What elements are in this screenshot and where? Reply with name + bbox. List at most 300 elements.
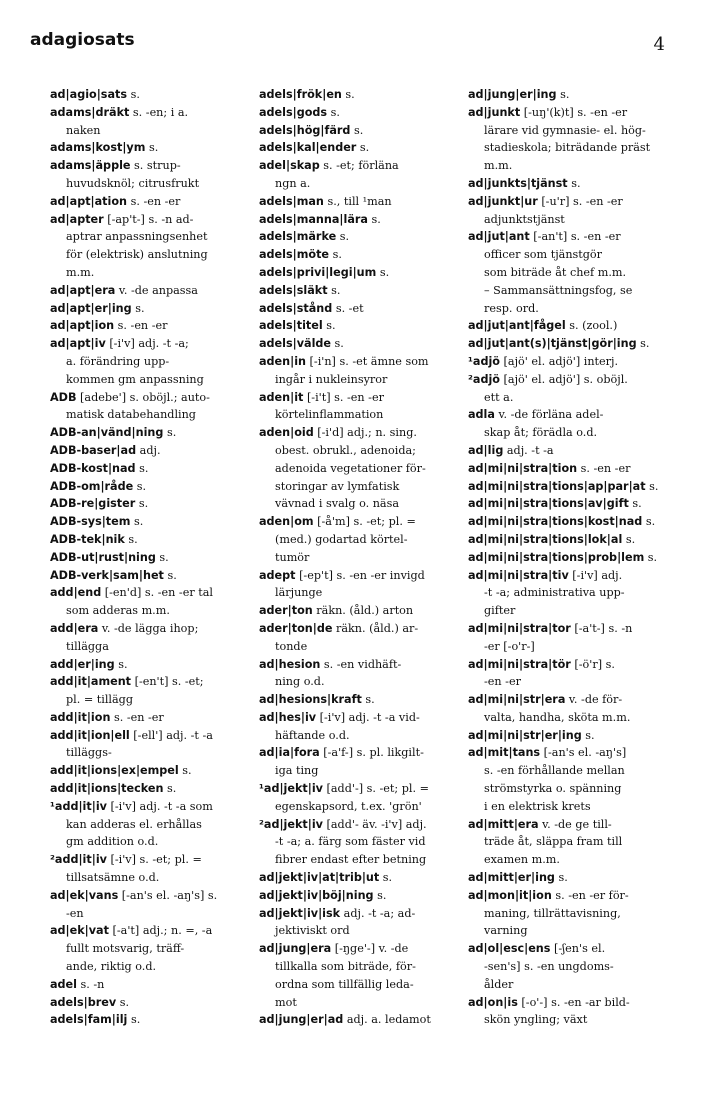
headword: ADB-sys|tem — [50, 515, 131, 529]
headword: ADB-tek|nik — [50, 532, 125, 546]
dictionary-entry — [468, 478, 671, 496]
dictionary-entry — [259, 905, 462, 941]
headword: ADB-om|råde — [50, 479, 134, 493]
entry-continuation: obest. obrukl., adenoida; — [275, 443, 416, 457]
entry-continuation: aptrar anpassningsenhet — [66, 230, 208, 244]
headword: adams|kost|ym — [50, 141, 146, 155]
entry-definition: s. — [127, 1013, 141, 1027]
entry-definition: [-ep't] s. -en -er invigd — [295, 568, 425, 582]
headword: ad|hesion — [259, 657, 321, 671]
entry-definition: s. — [361, 693, 375, 707]
dictionary-entry — [468, 460, 671, 478]
headword: ad|apt|iv — [50, 337, 106, 351]
entry-continuation: ålder — [484, 977, 514, 991]
dictionary-entry — [50, 709, 253, 727]
entry-definition: s. — [356, 141, 370, 155]
entry-continuation: kan adderas el. erhållas — [66, 817, 202, 831]
headword: ad|jekt|iv|böj|ning — [259, 888, 374, 902]
column-1 — [50, 86, 253, 1029]
entry-continuation: strömstyrka o. spänning — [484, 782, 622, 796]
headword: aden|oid — [259, 426, 314, 440]
entry-continuation: m.m. — [484, 159, 513, 173]
headword: adel — [50, 977, 77, 991]
dictionary-entry — [50, 976, 253, 994]
entry-continuation: häftande o.d. — [275, 728, 350, 742]
dictionary-entry — [468, 228, 671, 317]
headword: add|er|ing — [50, 657, 115, 671]
entry-definition: [-ell'] adj. -t -a — [129, 728, 213, 742]
entry-continuation: adenoida vegetationer för- — [275, 461, 426, 475]
headword: ad|junkts|tjänst — [468, 176, 568, 190]
dictionary-entry — [468, 442, 671, 460]
dictionary-entry — [50, 300, 253, 318]
entry-continuation: -t -a; a. färg som fäster vid — [275, 835, 426, 849]
headword: ad|apt|ion — [50, 319, 115, 333]
dictionary-entry — [50, 887, 253, 923]
entry-definition: s. -en -er — [114, 319, 168, 333]
entry-definition: [-i'v] adj. -t -a; — [105, 337, 189, 351]
entry-definition: [-o'-] s. -en -ar bild- — [517, 995, 630, 1009]
dictionary-entry — [50, 335, 253, 388]
entry-definition: s. — [329, 248, 342, 262]
dictionary-entry — [50, 442, 253, 460]
dictionary-entry — [259, 744, 462, 780]
entry-definition: v. -de ge till- — [538, 817, 612, 831]
entry-definition: s. — [135, 497, 149, 511]
headword: adels|frök|en — [259, 88, 342, 101]
entry-continuation: huvudsknöl; citrusfrukt — [66, 176, 200, 190]
entry-definition: s. — [133, 479, 147, 493]
headword: ad|junkt — [468, 105, 521, 119]
headword: adels|släkt — [259, 283, 328, 297]
headword: ad|mi|ni|stra|tions|ap|par|at — [468, 479, 646, 493]
entry-definition: [-i'v] s. -et; pl. = — [106, 853, 202, 867]
entry-definition: s. strup- — [130, 159, 181, 173]
headword: ADB — [50, 390, 77, 404]
entry-continuation: fibrer endast efter betning — [275, 853, 427, 867]
dictionary-entry — [259, 317, 462, 335]
headword: adla — [468, 408, 495, 422]
headword: ADB-ut|rust|ning — [50, 550, 156, 564]
entry-continuation: -er [-o'r-] — [484, 639, 535, 653]
dictionary-entry — [259, 780, 462, 816]
dictionary-entry — [50, 798, 253, 851]
entry-continuation: officer som tjänstgör — [484, 248, 603, 262]
entry-definition: s. — [622, 532, 636, 546]
headword: adels|välde — [259, 337, 331, 351]
headword: aden|in — [259, 354, 306, 368]
dictionary-entry — [50, 86, 253, 104]
headword: ADB-baser|ad — [50, 443, 137, 457]
dictionary-entry — [468, 353, 671, 371]
headword: adels|fam|ilj — [50, 1013, 128, 1027]
dictionary-entry — [468, 727, 671, 745]
headword: adels|brev — [50, 995, 117, 1009]
entry-continuation: stadieskola; biträdande präst — [484, 141, 651, 155]
dictionary-entry — [259, 691, 462, 709]
dictionary-entry — [468, 567, 671, 620]
dictionary-entry — [259, 104, 462, 122]
dictionary-entry — [259, 513, 462, 566]
headword: adels|privi|legi|um — [259, 265, 377, 279]
headword: adams|äpple — [50, 159, 131, 173]
entry-definition: s. — [644, 550, 658, 564]
entry-definition: s. — [628, 497, 642, 511]
entry-definition: s. -et; förläna — [319, 159, 399, 173]
headword: ²ad|jekt|iv — [259, 817, 323, 831]
dictionary-entry — [259, 353, 462, 389]
entry-definition: s. — [178, 764, 192, 778]
dictionary-entry — [50, 282, 253, 300]
dictionary-columns — [50, 86, 671, 1029]
dictionary-entry — [50, 211, 253, 282]
headword: ad|hes|iv — [259, 710, 317, 724]
dictionary-entry — [259, 1011, 462, 1029]
headword: ADB-an|vänd|ning — [50, 426, 164, 440]
entry-definition: s. -en -er — [110, 710, 164, 724]
entry-definition: s. — [163, 568, 177, 582]
entry-definition: s. — [645, 479, 659, 493]
entry-definition: s. -en; i a. — [129, 105, 189, 119]
entry-definition: adj. -t -a — [503, 443, 554, 457]
dictionary-entry — [259, 139, 462, 157]
dictionary-entry — [259, 709, 462, 745]
entry-continuation: gm addition o.d. — [66, 835, 159, 849]
dictionary-entry — [259, 656, 462, 692]
headword: ader|ton|de — [259, 621, 333, 635]
dictionary-entry — [259, 602, 462, 620]
entry-definition: s. — [379, 871, 393, 885]
entry-definition: [-u'r] s. -en -er — [537, 194, 623, 208]
entry-definition: s. -en -er för- — [551, 888, 629, 902]
headword: ad|mi|ni|stra|tions|kost|nad — [468, 515, 643, 529]
entry-continuation: storingar av lymfatisk — [275, 479, 400, 493]
headword: ad|apt|er|ing — [50, 301, 132, 315]
entry-definition: [-i'v] adj. — [568, 568, 623, 582]
dictionary-entry — [259, 86, 462, 104]
entry-definition: s. — [567, 176, 581, 190]
dictionary-entry — [50, 673, 253, 709]
headword: ad|jut|ant(s)|tjänst|gör|ing — [468, 337, 637, 351]
dictionary-entry — [50, 567, 253, 585]
headword: ad|mi|ni|stra|tör — [468, 657, 571, 671]
entry-continuation: lärjunge — [275, 586, 323, 600]
headword: ad|junkt|ur — [468, 194, 538, 208]
entry-definition: s. — [155, 550, 169, 564]
entry-continuation: tilläggs- — [66, 746, 112, 760]
entry-continuation: ingår i nukleinsyror — [275, 372, 388, 386]
headword: ad|mi|ni|stra|tions|av|gift — [468, 497, 629, 511]
dictionary-entry — [50, 317, 253, 335]
entry-definition: [-an's el. -aŋ's] — [540, 746, 627, 760]
entry-definition: s. — [322, 319, 336, 333]
headword: adels|titel — [259, 319, 323, 333]
entry-continuation: a. förändring upp- — [66, 354, 170, 368]
entry-definition: [-a't] adj.; n. =, -a — [108, 924, 213, 938]
entry-continuation: naken — [66, 123, 101, 137]
dictionary-entry — [468, 371, 671, 407]
dictionary-entry — [50, 389, 253, 425]
entry-continuation: resp. ord. — [484, 301, 539, 315]
headword: ad|mit|tans — [468, 746, 541, 760]
headword: ad|ek|vat — [50, 924, 109, 938]
entry-definition: s. — [636, 337, 650, 351]
entry-continuation: som adderas m.m. — [66, 604, 170, 618]
headword: ad|mitt|era — [468, 817, 539, 831]
headword: add|it|ion — [50, 710, 111, 724]
headword: adels|manna|lära — [259, 212, 368, 226]
entry-definition: s. -n — [76, 977, 105, 991]
headword: adels|möte — [259, 248, 330, 262]
entry-definition: [-i'n] s. -et ämne som — [306, 354, 429, 368]
dictionary-entry — [468, 691, 671, 727]
headword: ad|ek|vans — [50, 888, 119, 902]
entry-continuation: tillsatsämne o.d. — [66, 871, 160, 885]
entry-continuation: ande, riktig o.d. — [66, 960, 157, 974]
entry-continuation: körtelinflammation — [275, 408, 384, 422]
headword: ²adjö — [468, 372, 500, 386]
headword: aden|it — [259, 390, 304, 404]
entry-definition: s. — [373, 888, 387, 902]
headword: ad|jung|era — [259, 942, 332, 956]
entry-definition: s. — [554, 871, 568, 885]
entry-definition: s. -en vidhäft- — [320, 657, 402, 671]
entry-definition: [adebe'] s. oböjl.; auto- — [76, 390, 210, 404]
headword: ad|apter — [50, 212, 104, 226]
entry-continuation: m.m. — [66, 265, 95, 279]
entry-definition: [-uŋ'(k)t] s. -en -er — [520, 105, 628, 119]
headword: add|era — [50, 621, 99, 635]
headword: ad|ia|fora — [259, 746, 320, 760]
headword: ADB-verk|sam|het — [50, 568, 164, 582]
entry-definition: adj. -t -a; ad- — [340, 906, 416, 920]
headword: ¹adjö — [468, 354, 500, 368]
entry-continuation: tumör — [275, 550, 310, 564]
dictionary-entry — [259, 335, 462, 353]
entry-definition: s. — [367, 212, 381, 226]
headword: ad|mon|it|ion — [468, 888, 552, 902]
entry-continuation: tillkalla som biträde, för- — [275, 960, 416, 974]
entry-continuation: -sen's] s. -en ungdoms- — [484, 960, 614, 974]
dictionary-entry — [50, 424, 253, 442]
entry-continuation: valta, handha, sköta m.m. — [484, 710, 631, 724]
dictionary-entry — [50, 193, 253, 211]
entry-definition: [-ŋge'-] v. -de — [331, 942, 409, 956]
entry-definition: s. — [163, 782, 177, 796]
entry-definition: adj. — [136, 443, 161, 457]
entry-continuation: som biträde åt chef m.m. — [484, 265, 627, 279]
headword: ad|apt|ation — [50, 194, 128, 208]
dictionary-entry — [50, 780, 253, 798]
headword: ad|jut|ant — [468, 230, 530, 244]
entry-definition: s. -en -er — [577, 461, 631, 475]
entry-continuation: varning — [484, 924, 528, 938]
entry-continuation: skön yngling; växt — [484, 1013, 588, 1027]
headword: ad|jut|ant|fågel — [468, 319, 566, 333]
headword: ad|apt|era — [50, 283, 116, 297]
entry-definition: s. — [124, 532, 138, 546]
dictionary-entry — [468, 549, 671, 567]
dictionary-entry — [468, 495, 671, 513]
dictionary-entry — [259, 246, 462, 264]
headword: ad|ol|esc|ens — [468, 942, 551, 956]
entry-definition: s. — [642, 515, 656, 529]
dictionary-entry — [50, 762, 253, 780]
entry-definition: s. — [114, 657, 128, 671]
page-number: 4 — [653, 34, 665, 55]
entry-definition: [add'-] s. -et; pl. = — [322, 782, 429, 796]
headword: ad|jung|er|ing — [468, 88, 557, 101]
headword: ad|on|is — [468, 995, 518, 1009]
headword: add|it|ion|ell — [50, 728, 130, 742]
dictionary-entry — [259, 300, 462, 318]
dictionary-entry — [259, 122, 462, 140]
entry-definition: s. — [131, 301, 145, 315]
headword: ad|jung|er|ad — [259, 1013, 344, 1027]
dictionary-entry — [50, 104, 253, 140]
headword: adams|dräkt — [50, 105, 130, 119]
column-2 — [259, 86, 462, 1029]
headword: adels|märke — [259, 230, 337, 244]
dictionary-entry — [259, 282, 462, 300]
entry-continuation: ett a. — [484, 390, 514, 404]
dictionary-entry — [259, 940, 462, 1011]
entry-definition: s. — [556, 88, 570, 101]
entry-continuation: vävnad i svalg o. näsa — [275, 497, 400, 511]
headword: ²add|it|iv — [50, 853, 107, 867]
headword: ad|mi|ni|stra|tions|lok|al — [468, 532, 623, 546]
column-3 — [468, 86, 671, 1029]
entry-definition: [-a'f-] s. pl. likgilt- — [319, 746, 424, 760]
headword: ¹add|it|iv — [50, 799, 107, 813]
headword: ad|mitt|er|ing — [468, 871, 555, 885]
dictionary-entry — [259, 157, 462, 193]
headword: ad|mi|ni|stra|tor — [468, 621, 571, 635]
entry-definition: [ajö' el. adjö'] interj. — [499, 354, 619, 368]
entry-continuation: mot — [275, 995, 297, 1009]
dictionary-entry — [468, 744, 671, 815]
entry-definition: s. — [327, 105, 340, 119]
dictionary-entry — [50, 531, 253, 549]
dictionary-entry — [259, 567, 462, 603]
entry-continuation: iga ting — [275, 764, 319, 778]
entry-continuation: ngn a. — [275, 176, 311, 190]
headword: adels|man — [259, 194, 324, 208]
dictionary-entry — [50, 549, 253, 567]
entry-definition: adj. a. ledamot — [343, 1013, 431, 1027]
dictionary-entry — [468, 513, 671, 531]
entry-definition: s. — [376, 265, 390, 279]
entry-definition: s. — [116, 995, 129, 1009]
dictionary-entry — [259, 228, 462, 246]
headword: ad|mi|ni|stra|tions|prob|lem — [468, 550, 645, 564]
entry-definition: v. -de anpassa — [115, 283, 198, 297]
dictionary-entry — [50, 656, 253, 674]
entry-continuation: skap åt; förädla o.d. — [484, 426, 598, 440]
entry-definition: s. — [127, 88, 140, 101]
entry-continuation: för (elektrisk) anslutning — [66, 248, 208, 262]
entry-continuation: fullt motsvarig, träff- — [66, 942, 185, 956]
dictionary-entry — [50, 584, 253, 620]
headword: ADB-re|gister — [50, 497, 136, 511]
dictionary-entry — [50, 727, 253, 763]
entry-definition: [-en'd] s. -en -er tal — [101, 586, 213, 600]
entry-definition: [add'- äv. -i'v] adj. — [322, 817, 427, 831]
entry-definition: [-en't] s. -et; — [131, 675, 204, 689]
dictionary-entry — [468, 104, 671, 175]
entry-definition: [-ʃen's el. — [550, 942, 606, 956]
entry-definition: s. -en -er — [127, 194, 181, 208]
dictionary-entry — [50, 1011, 253, 1029]
entry-definition: [-i'v] adj. -t -a som — [106, 799, 213, 813]
entry-definition: s. — [135, 461, 149, 475]
entry-definition: s. — [331, 337, 344, 351]
headword: adept — [259, 568, 296, 582]
headword: ad|jekt|iv|isk — [259, 906, 341, 920]
headword: add|it|ament — [50, 675, 132, 689]
entry-definition: s., till ¹man — [323, 194, 392, 208]
headword: add|it|ions|tecken — [50, 782, 164, 796]
dictionary-entry — [50, 157, 253, 193]
entry-definition: [-i't] s. -en -er — [303, 390, 384, 404]
headword: adels|stånd — [259, 301, 333, 315]
headword: adel|skap — [259, 159, 320, 173]
dictionary-entry — [468, 656, 671, 692]
dictionary-entry — [468, 887, 671, 940]
dictionary-entry — [50, 139, 253, 157]
entry-definition: [-a't-] s. -n — [570, 621, 633, 635]
entry-definition: [-ö'r] s. — [570, 657, 615, 671]
dictionary-entry — [50, 922, 253, 975]
entry-definition: [-an't] s. -en -er — [529, 230, 621, 244]
headword: aden|om — [259, 515, 314, 529]
dictionary-entry — [259, 869, 462, 887]
entry-continuation: lärare vid gymnasie- el. hög- — [484, 123, 646, 137]
entry-definition: [-å'm] s. -et; pl. = — [313, 515, 416, 529]
headword: ad|mi|ni|stra|tiv — [468, 568, 569, 582]
headword: ad|agio|sats — [50, 88, 128, 101]
dictionary-entry — [259, 193, 462, 211]
headword: adels|hög|färd — [259, 123, 351, 137]
entry-continuation: ordna som tillfällig leda- — [275, 977, 414, 991]
dictionary-entry — [468, 620, 671, 656]
dictionary-entry — [50, 994, 253, 1012]
dictionary-entry — [259, 816, 462, 869]
headword: ad|lig — [468, 443, 504, 457]
entry-continuation: ning o.d. — [275, 675, 325, 689]
dictionary-entry — [259, 620, 462, 656]
headword: ad|hesions|kraft — [259, 693, 362, 707]
dictionary-entry — [259, 424, 462, 513]
dictionary-entry — [468, 406, 671, 442]
entry-definition: s. — [350, 123, 364, 137]
entry-definition: s. — [581, 728, 595, 742]
headword: adels|kal|ender — [259, 141, 357, 155]
entry-definition: v. -de lägga ihop; — [98, 621, 199, 635]
dictionary-entry — [50, 513, 253, 531]
entry-continuation: i en elektrisk krets — [484, 799, 591, 813]
entry-definition: s. — [336, 230, 350, 244]
dictionary-entry — [259, 389, 462, 425]
entry-continuation: -t -a; administrativa upp- — [484, 586, 625, 600]
entry-continuation: kommen gm anpassning — [66, 372, 204, 386]
entry-continuation: tonde — [275, 639, 308, 653]
dictionary-entry — [468, 816, 671, 869]
entry-definition: [ajö' el. adjö'] s. oböjl. — [499, 372, 628, 386]
dictionary-entry — [468, 869, 671, 887]
entry-continuation: -en -er — [484, 675, 521, 689]
dictionary-entry — [50, 495, 253, 513]
